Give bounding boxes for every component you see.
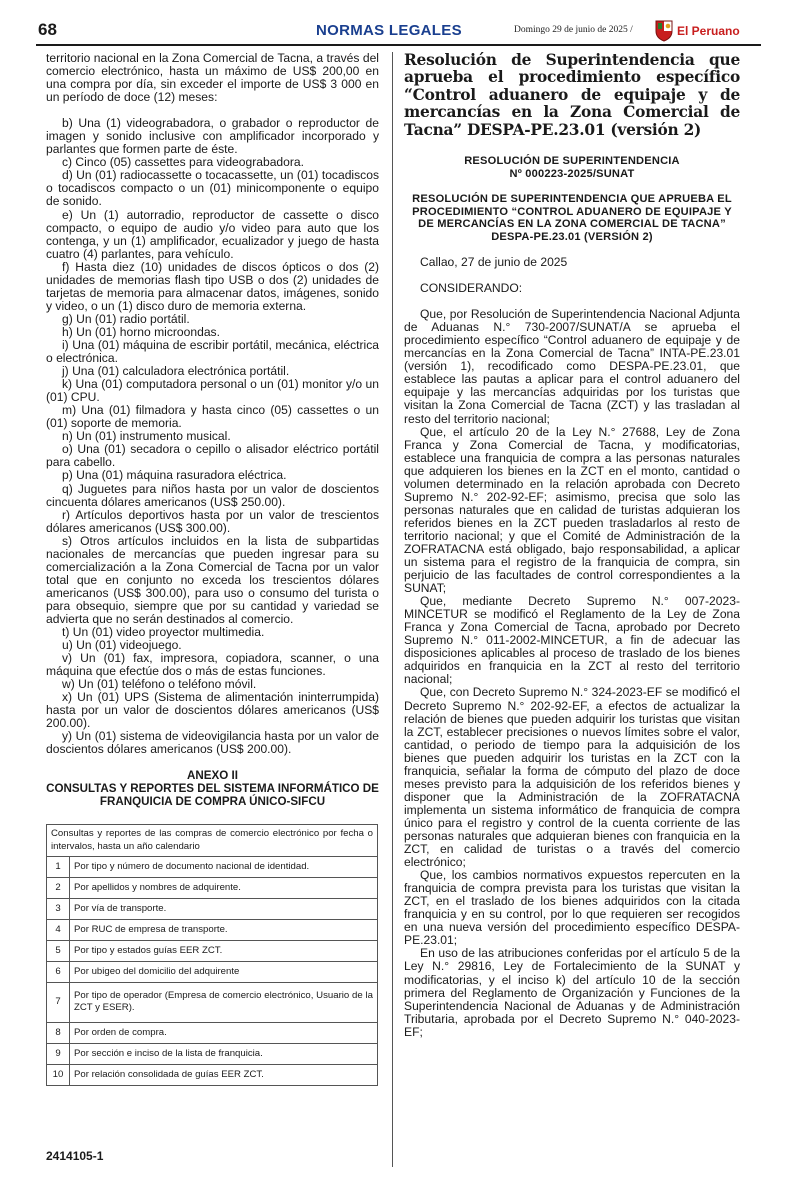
spacer [404, 139, 740, 155]
table-row [47, 856, 378, 877]
list-item: b) Una (1) videograbadora, o grabador o reproductor de imagen y sonido inclusive con amplificador incorporado y parlantes que formen parte de éste. [46, 116, 379, 157]
whereas-paragraph: Que, el artículo 20 de la Ley N.° 27688, Ley de Zona Franca y Zona Comercial de Tacna, y modificatorias, establece una franquicia de compra a las personas naturales que adquieren los bienes en la ZCT en el monto, cantidad o volumen determinado en la relación aprobada con Decreto Supremo N.° 202-92-EF; asimismo, precisa que solo las personas naturales que en calidad de turistas adquieran los referidos bienes en la ZCT pueden trasladarlos al resto de territorio nacional; y que el Comité de Administración de la ZOFRATACNA está obligado, bajo responsabilidad, a aplicar un sistema para el registro de la franquicia de compra, sin perjuicio de las facultades de control correspondientes a la SUNAT; [404, 424, 740, 596]
resolution-number: Nº 000223-2025/SUNAT [509, 167, 635, 180]
list-item: i) Una (01) máquina de escribir portátil, mecánica, eléctrica o electrónica. [46, 337, 379, 366]
list-item: e) Un (1) autorradio, reproductor de cassette o disco compacto, o equipo de audio y/o video para auto que los contenga, y un (1) amplificador, ecualizador y juego de hasta cuatro (4) parlantes, para vehículo. [46, 207, 379, 261]
right-column [404, 52, 740, 1039]
coat-of-arms-icon [653, 18, 675, 42]
row-number: 10 [47, 1064, 70, 1085]
considering-label: CONSIDERANDO: [420, 281, 523, 296]
table-row [47, 919, 378, 940]
annex-title: ANEXO II [187, 769, 238, 783]
row-number: 8 [47, 1022, 70, 1043]
list-item: c) Cinco (05) cassettes para videograbadora. [62, 155, 304, 170]
table-row [47, 1022, 378, 1043]
list-item: h) Un (01) horno microondas. [62, 324, 220, 339]
list-item: j) Una (01) calculadora electrónica portátil. [62, 364, 290, 379]
table-row [47, 940, 378, 961]
sifcu-table [46, 824, 378, 1086]
row-text: Por apellidos y nombres de adquirente. [70, 877, 378, 898]
list-item: d) Un (01) radiocassette o tocacassette, un (01) tocadiscos o tocadiscos compacto o un (01) minicomponente o equipo de sonido. [46, 168, 379, 209]
whereas-paragraph: Que, los cambios normativos expuestos repercuten en la franquicia de compra prevista para los turistas que visitan la ZCT, en el traslado de los bienes adquiridos con la citada franquicia y en su control, por lo que requieren ser recogidos en una nueva versión del procedimiento específico DESPA-PE.23.01; [404, 868, 740, 948]
resolution-subject: RESOLUCIÓN DE SUPERINTENDENCIA QUE APRUEBA EL PROCEDIMIENTO “CONTROL ADUANERO DE EQUIPAJE Y DE MERCANCÍAS EN LA ZONA COMERCIAL DE TACNA” DESPA-PE.23.01 (VERSIÓN 2) [412, 193, 732, 243]
row-text: Por tipo y número de documento nacional de identidad. [70, 856, 378, 877]
spacer [404, 180, 740, 193]
row-text: Por RUC de empresa de transporte. [70, 919, 378, 940]
row-number: 1 [47, 856, 70, 877]
list-item: r) Artículos deportivos hasta por un valor de trescientos dólares americanos (US$ 300.00). [46, 507, 379, 535]
list-item: u) Un (01) videojuego. [62, 638, 182, 653]
whereas-paragraph: En uso de las atribuciones conferidas por el artículo 5 de la Ley N.° 29816, Ley de Fortalecimiento de la SUNAT y modificatorias, y el inciso k) del artículo 10 de la sección primera del Reglamento de Organización y Funciones de la Superintendencia Nacional de Aduanas y de Administración Tributaria, aprobada por el Decreto Supremo N.° 040-2023-EF; [404, 946, 740, 1039]
row-number: 9 [47, 1043, 70, 1064]
article-headline: Resolución de Superintendencia que aprueba el procedimiento específico “Control aduanero de equipaje y de mercancías en la Zona Comercial de Tacna” DESPA-PE.23.01 (versión 2) [404, 51, 740, 139]
table-row [47, 1043, 378, 1064]
row-number: 5 [47, 940, 70, 961]
issue-date: Domingo 29 de junio de 2025 / [514, 25, 633, 35]
list-item: v) Un (01) fax, impresora, copiadora, scanner, o una máquina que efectúe dos o más de estas funciones. [46, 651, 379, 679]
row-text: Por relación consolidada de guías EER ZCT. [70, 1064, 378, 1085]
list-item: p) Una (01) máquina rasuradora eléctrica. [62, 468, 287, 483]
table-row [47, 1064, 378, 1085]
row-number: 6 [47, 961, 70, 982]
row-number: 2 [47, 877, 70, 898]
list-item: s) Otros artículos incluidos en la lista de subpartidas nacionales de mercancías que pueden ingresar para su comercialización a la Zona Comercial de Tacna por un valor total que en conjunto no exceda los trescientos dólares americanos (US$ 300.00), para uso o consumo del turista o para obsequio, siempre que por su cantidad y variedad se advierta que no serán destinados al comercio. [46, 533, 379, 626]
list-item: g) Un (01) radio portátil. [62, 311, 190, 326]
header-divider [36, 44, 761, 46]
row-text: Por orden de compra. [70, 1022, 378, 1043]
annex-heading [46, 770, 379, 808]
whereas-paragraph: Que, por Resolución de Superintendencia Nacional Adjunta de Aduanas N.° 730-2007/SUNAT/A se aprueba el procedimiento específico “Control aduanero de equipaje y de mercancías en la Zona Comercial de Tacna” INTA-PE.23.01 (versión 1), recodificado como DESPA-PE.23.01, que establece las pautas a aplicar para el control aduanero del equipaje y las mercancías adquiridas por los turistas que visitan la Zona Comercial de Tacna (ZCT) y las trasladan al resto del territorio nacional; [404, 307, 740, 426]
list-item: x) Un (01) UPS (Sistema de alimentación ininterrumpida) hasta por un valor de doscientos dólares americanos (US$ 200.00). [46, 690, 379, 731]
brand-name: El Peruano [677, 24, 740, 38]
table-header-cell: Consultas y reportes de las compras de comercio electrónico por fecha o intervalos, hasta un año calendario [47, 825, 378, 857]
list-item: y) Un (01) sistema de videovigilancia hasta por un valor de doscientos dólares americanos (US$ 200.00). [46, 729, 379, 757]
list-item: k) Una (01) computadora personal o un (01) monitor y/o un (01) CPU. [46, 377, 379, 405]
resolution-title: RESOLUCIÓN DE SUPERINTENDENCIA [464, 155, 680, 168]
list-item: f) Hasta diez (10) unidades de discos ópticos o dos (2) unidades de memorias flash tipo USB o dos (2) unidades de tarjetas de memoria para almacenar datos, imágenes, sonido y video, o un (1) disco duro de memoria externa. [46, 259, 379, 313]
whereas-paragraph: Que, con Decreto Supremo N.° 324-2023-EF se modificó el Decreto Supremo N.° 202-92-EF, a efectos de actualizar la relación de bienes que pueden adquirir los turistas que visitan la ZCT, establecer precisiones o nuevos límites sobre el valor, cantidad, o periodo de tiempo para la adquisición de los bienes que pueden adquirir los turistas en la ZCT con la franquicia, señalar la forma de cómputo del plazo de doce meses previsto para la adquisición de los referidos bienes y disponer que la Administración de la ZOFRATACNA implementa un sistema informático de franquicia de compra único para el registro y control de la cuenta corriente de las personas naturales que adquieran bienes con franquicia en la ZCT, en calidad de turistas o a través del comercio electrónico; [404, 685, 740, 870]
row-text: Por sección e inciso de la lista de franquicia. [70, 1043, 378, 1064]
column-divider [392, 52, 393, 1167]
list-item: o) Una (01) secadora o cepillo o alisador eléctrico portátil para cabello. [46, 442, 379, 470]
row-number: 7 [47, 982, 70, 1022]
table-header-row [47, 825, 378, 857]
table-row [47, 982, 378, 1022]
list-item: q) Juguetes para niños hasta por un valor de doscientos cincuenta dólares americanos (US$ 250.00). [46, 481, 379, 509]
table-row [47, 877, 378, 898]
row-text: Por ubigeo del domicilio del adquirente [70, 961, 378, 982]
list-item: m) Una (01) filmadora y hasta cinco (05) cassettes o un (01) soporte de memoria. [46, 403, 379, 431]
row-number: 3 [47, 898, 70, 919]
row-text: Por tipo y estados guías EER ZCT. [70, 940, 378, 961]
intro-paragraph: territorio nacional en la Zona Comercial de Tacna, a través del comercio electrónico, hasta un máximo de US$ 200,00 en una compra por día, sin exceder el importe de US$ 3 000 en un período de doce (12) meses: [46, 51, 379, 105]
publication-title: NORMAS LEGALES [316, 22, 462, 39]
table-row [47, 961, 378, 982]
row-text: Por tipo de operador (Empresa de comercio electrónico, Usuario de la ZCT y ESER). [70, 982, 378, 1022]
row-text: Por vía de transporte. [70, 898, 378, 919]
table-row [47, 898, 378, 919]
whereas-paragraph: Que, mediante Decreto Supremo N.° 007-2023-MINCETUR se modificó el Reglamento de la Ley de Zona Franca y Zona Comercial de Tacna, aprobado por Decreto Supremo N.° 011-2002-MINCETUR, a fin de adecuar las disposiciones aplicables al proceso de traslado de los bienes adquiridos en franquicia en la ZCT al resto del territorio nacional; [404, 594, 740, 687]
row-number: 4 [47, 919, 70, 940]
document-code: 2414105-1 [46, 1149, 104, 1163]
place-date: Callao, 27 de junio de 2025 [420, 255, 568, 270]
list-item: w) Un (01) teléfono o teléfono móvil. [62, 677, 257, 692]
list-item: n) Un (01) instrumento musical. [62, 429, 231, 444]
list-item: t) Un (01) video proyector multimedia. [62, 625, 265, 640]
left-column [46, 52, 379, 1086]
page-header [36, 14, 761, 44]
page-number: 68 [38, 20, 57, 39]
annex-subtitle: CONSULTAS Y REPORTES DEL SISTEMA INFORMÁTICO DE FRANQUICIA DE COMPRA ÚNICO-SIFCU [46, 782, 379, 808]
